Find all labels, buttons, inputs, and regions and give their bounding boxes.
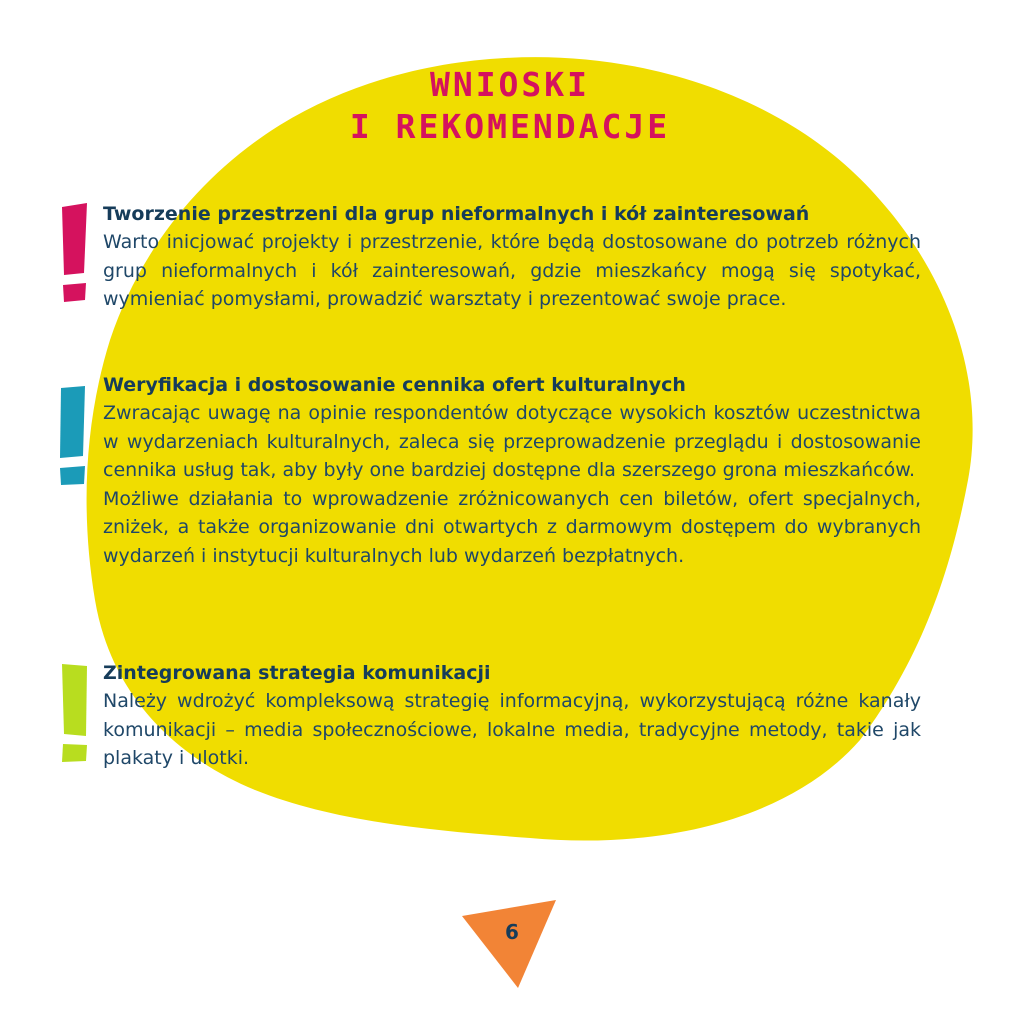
section-communication-strategy [103,660,921,773]
section-heading: Weryfikacja i dostosowanie cennika ofert kulturalnych [103,374,686,396]
exclamation-icon-lime [60,664,86,768]
page-number-triangle [462,900,558,990]
page-title-line-1: WNIOSKI [429,65,591,104]
section-pricing-review [103,372,921,570]
exclamation-icon-teal [58,386,84,490]
section-paragraph: Możliwe działania to wprowadzenie zróżnicowanych cen biletów, ofert specjalnych, zniżek, a także organizowanie dni otwartych z darmowym dostępem do wybranych wydarzeń i instytucji kulturalnych lub wydarzeń bezpłatnych. [103,487,921,567]
page-number: 6 [505,920,519,944]
section-paragraph: Warto inicjować projekty i przestrzenie, które będą dostosowane do potrzeb różnych grup nieformalnych i kół zainteresowań, gdzie mieszkańcy mogą się spotykać, wymieniać pomysłami, prowadzić warsztaty i prezentować swoje prace. [103,231,921,310]
section-informal-groups-spaces [103,201,921,314]
section-heading: Zintegrowana strategia komunikacji [103,662,491,684]
section-paragraph: Zwracając uwagę na opinie respondentów dotyczące wysokich kosztów uczestnictwa w wydarzeniach kulturalnych, zaleca się przeprowadzenie przeglądu i dostosowanie cennika usług tak, aby były one bardziej dostępne dla szerszego grona mieszkańców. [103,402,921,481]
exclamation-icon-magenta [60,203,86,307]
section-paragraph: Należy wdrożyć kompleksową strategię informacyjną, wykorzystującą różne kanały komunikacji – media społecznościowe, lokalne media, tradycyjne metody, takie jak plakaty i ulotki. [103,690,921,769]
section-heading: Tworzenie przestrzeni dla grup nieformalnych i kół zainteresowań [103,203,810,225]
page-title-line-2: I REKOMENDACJE [349,107,671,146]
